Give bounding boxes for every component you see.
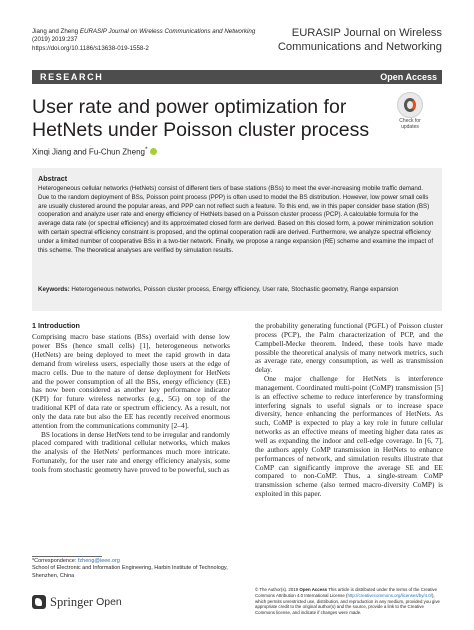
body-paragraph: One major challenge for HetNets is interference management. Coordinated multi-point (CoMP) transmission [5] is an effective scheme to reduce interference by transforming interfering signals to useful signals or to increase space diversity, hence enhancing the performances of HetNets. As such, CoMP is expected to play a key role in future cellular networks as an effective means of meeting higher data rates as well as expanding the indoor and cell-edge coverage. In [6, 7], the authors apply CoMP transmission in HetNets to enhance performances of network, and simulation results illustrate that CoMP can significantly improve the average SE and EE compared to non-CoMP. Thus, a single-stream CoMP transmission scheme (also termed macro-diversity CoMP) is exploited in this paper. <box>255 374 443 499</box>
journal-name-line2: Communications and Networking <box>277 40 442 53</box>
open-access-label: Open Access <box>380 71 437 82</box>
article-title-line2: HetNets under Poisson cluster process <box>32 119 370 141</box>
check-updates-icon <box>397 92 423 118</box>
corresponding-author-mark: * <box>144 146 148 153</box>
keywords <box>38 286 436 295</box>
author-names: Xinqi Jiang and Fu-Chun Zheng <box>32 147 145 157</box>
body-paragraph: BS locations in dense HetNets tend to be irregular and randomly placed compared with traditional cellular networks, which makes the analysis of the HetNets' performances much more intricate. Fortunately, for the user rate and energy efficiency analysis, some tools from stochastic geometry have proved to be powerful, such as <box>32 429 230 474</box>
abstract-heading: Abstract <box>38 174 68 183</box>
section-heading: 1 Introduction <box>32 321 80 330</box>
citation-authors: Jiang and Zheng <box>32 28 79 35</box>
keywords-list: Heterogeneous networks, Poisson cluster process, Energy efficiency, User rate, Stochastic geometry, Range expansion <box>71 286 399 293</box>
license-link[interactable]: http://creativecommons.org/licenses/by/4.0/ <box>347 592 432 598</box>
springer-logo-text: Springer <box>50 594 94 609</box>
abstract-text: Heterogeneous cellular networks (HetNets) consist of different tiers of base stations (BSs) to meet the ever-increasing mobile traffic demand. Due to the random deployment of BSs, Poisson point process (PPP) is often used to model the BS distribution. However, low power small cells are usually clustered around the popular areas, and PPP can not reflect such a feature. To this end, we in this paper consider base station (BS) cooperation and analyze user rate and energy efficiency of HetNets based on a Poisson cluster process (PCP). A calculable formula for the average data rate (or spectral efficiency) and its approximated closed form are derived. Based on this closed form, a power minimization solution with certain spectral efficiency constraint is proposed, and the optimal cooperation radii are derived. Furthermore, we analyze spectral efficiency under a limited number of cooperative BSs in a two-tier network. Finally, we propose a range expansion (RE) scheme and examine the impact of this scheme. The theoretical analyses are verified by simulation results. <box>38 185 434 254</box>
keywords-label: Keywords: <box>38 286 70 293</box>
journal-name-line1: EURASIP Journal on Wireless <box>291 27 442 39</box>
license-notice <box>255 587 443 616</box>
footnote-rule <box>32 556 102 557</box>
correspondence-email[interactable]: fzheng@ieee.org <box>77 558 120 564</box>
springer-open-text: Open <box>96 596 122 608</box>
springer-horse-icon <box>32 595 46 609</box>
check-updates-label: Check for updates <box>399 118 421 130</box>
citation-volume: (2019) 2019:237 <box>32 36 78 44</box>
article-title-line1: User rate and power optimization for <box>32 96 347 118</box>
correspondence-label: *Correspondence: <box>32 558 77 564</box>
license-text-1: This article is distributed under the terms of the Creative Commons Attribution 4.0 International License ( <box>255 587 438 598</box>
license-text-2: ), which permits unrestricted use, distribution, and reproduction in any medium, provided you give appropriate credit to the original author(s) and the source, provide a link to the Creative Commons license, and indicate if changes were made. <box>255 592 440 616</box>
article-title <box>32 96 372 142</box>
footnote <box>32 558 232 580</box>
journal-name <box>222 27 442 54</box>
body-paragraph: the probability generating functional (PGFL) of Poisson cluster process (PCP), the Palm characterization of PCP, and the Campbell-Mecke theorem. Indeed, these tools have made possible the theoretical analysis of many network metrics, such as average rate, energy consumption, as well as transmission delay. <box>255 321 443 375</box>
body-column-left <box>32 322 230 475</box>
body-column-right <box>255 322 443 499</box>
check-for-updates-button[interactable] <box>396 92 424 130</box>
article-type-label: RESEARCH <box>40 71 104 82</box>
affiliation: School of Electronic and Information Engineering, Harbin Institute of Technology, Shenzhen, China <box>32 565 228 579</box>
body-paragraph: Comprising macro base stations (BSs) overlaid with dense low power BSs (hence small cells) [1], heterogeneous networks (HetNets) are being deployed to meet the rapid growth in data demand from wireless users, especially those users at the edge of macro cells. Due to the nature of dense deployment for HetNets and the power consumption of all the BSs, energy efficiency (EE) has now been considered as another key performance indicator (KPI) for future wireless networks (e.g., 5G) on top of the traditional KPI of data rate or spectrum efficiency. As a result, not only the data rate but also the EE has recently received enormous attention from the communications community [2–4]. <box>32 332 230 430</box>
citation-journal: EURASIP Journal on Wireless Communications and Networking <box>79 28 256 35</box>
license-open-access: Open Access <box>299 587 328 592</box>
doi-link[interactable]: https://doi.org/10.1186/s13638-019-1558-2 <box>32 44 149 52</box>
orcid-icon[interactable] <box>150 148 157 155</box>
license-copyright: © The Author(s). 2019 <box>255 587 299 592</box>
author-list <box>32 146 157 157</box>
springer-open-logo <box>32 594 122 610</box>
